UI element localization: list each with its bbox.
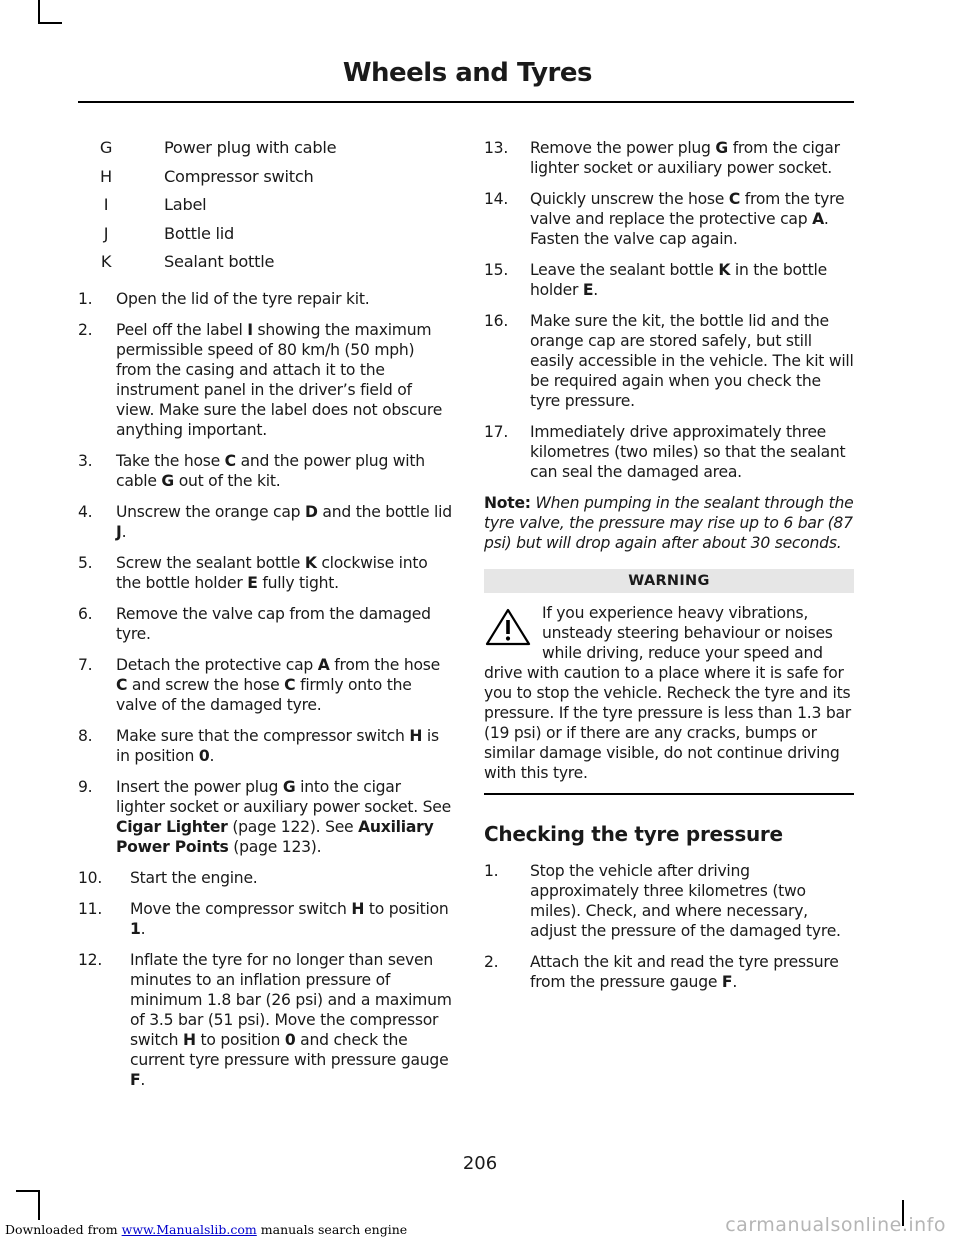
step-number: 17. (484, 423, 509, 441)
legend-label: Bottle lid (164, 223, 235, 243)
step-number: 12. (78, 950, 103, 969)
crop-mark-bottom-left-h (16, 1190, 40, 1192)
repair-steps-1-9 (78, 289, 452, 857)
step-text: Insert the power plug G into the cigar lighter socket or auxiliary power socket. See Cigar Lighter (page 122). See Auxiliary Power Points (page 123). (116, 777, 451, 856)
list-item (78, 655, 452, 715)
legend-key: H (100, 166, 112, 186)
step-number: 15. (484, 261, 509, 279)
watermark: carmanualsonline.info (725, 1214, 946, 1236)
footer-suffix: manuals search engine (260, 1222, 408, 1237)
step-number: 2. (484, 952, 499, 971)
list-item (484, 138, 854, 178)
legend-label: Power plug with cable (164, 138, 337, 157)
warning-title: WARNING (484, 569, 854, 593)
warning-text: If you experience heavy vibrations, unsteady steering behaviour or noises while driving, reduce your speed and drive with caution to a place where it is safe for you to stop the vehicle. Recheck the tyre and its pressure. If the tyre pressure is less than 1.3 bar (19 psi) or if there are any cracks, bumps or similar damage visible, do not continue driving with this tyre. (484, 604, 851, 782)
footer-prefix: Downloaded from (5, 1222, 118, 1237)
step-text: Quickly unscrew the hose C from the tyre valve and replace the protective cap A. Fasten the valve cap again. (530, 190, 845, 248)
list-item (78, 604, 452, 644)
note-label: Note: (484, 494, 531, 512)
legend-label: Label (164, 195, 207, 214)
list-item (78, 553, 452, 593)
step-text: Take the hose C and the power plug with cable G out of the kit. (116, 451, 425, 490)
list-item (484, 189, 854, 249)
legend-key: I (103, 195, 109, 214)
note-paragraph (484, 493, 854, 553)
step-text: Attach the kit and read the tyre pressure from the pressure gauge F. (530, 952, 839, 991)
list-item (78, 777, 452, 857)
crop-mark-top-left-v (38, 0, 40, 24)
list-item (484, 861, 854, 941)
step-text: Screw the sealant bottle K clockwise into the bottle holder E fully tight. (116, 553, 428, 592)
note-text: When pumping in the sealant through the tyre valve, the pressure may rise up to 6 bar (87 psi) but will drop again after about 30 seconds. (484, 494, 854, 552)
repair-steps-10-12 (78, 868, 452, 1090)
right-column (484, 138, 854, 1003)
list-item (484, 311, 854, 411)
step-text: Remove the valve cap from the damaged tyre. (116, 604, 431, 643)
warning-box (484, 603, 854, 783)
step-text: Peel off the label I showing the maximum permissible speed of 80 km/h (50 mph) from the casing and attach it to the instrument panel in the driver’s field of view. Make sure the label does not obscure anything important. (116, 320, 443, 439)
step-number: 6. (78, 604, 93, 623)
legend-key: K (100, 252, 112, 271)
legend-row (78, 252, 452, 281)
list-item (484, 260, 854, 300)
step-number: 10. (78, 868, 103, 887)
step-text: Remove the power plug G from the cigar lighter socket or auxiliary power socket. (530, 139, 840, 177)
step-number: 11. (78, 899, 103, 918)
page-number: 206 (462, 1153, 498, 1174)
step-number: 1. (484, 861, 499, 880)
section-heading: Checking the tyre pressure (484, 821, 783, 846)
legend-list (78, 138, 452, 281)
list-item (78, 899, 452, 939)
warning-triangle-icon (484, 607, 532, 647)
header-divider (78, 101, 854, 103)
step-text: Stop the vehicle after driving approximately three kilometres (two miles). Check, and where necessary, adjust the pressure of the damaged tyre. (530, 861, 841, 940)
legend-label: Sealant bottle (164, 252, 275, 271)
step-number: 4. (78, 502, 93, 521)
step-number: 14. (484, 190, 509, 208)
repair-steps-13-17 (484, 138, 854, 482)
step-number: 5. (78, 553, 93, 572)
legend-key: J (103, 223, 109, 243)
legend-row (78, 195, 452, 224)
step-number: 7. (78, 655, 93, 674)
list-item (78, 950, 452, 1090)
list-item (78, 868, 452, 888)
step-number: 13. (484, 139, 509, 157)
step-text: Make sure the kit, the bottle lid and the orange cap are stored safely, but still easily accessible in the vehicle. The kit will be required again when you check the tyre pressure. (530, 312, 854, 410)
step-text: Open the lid of the tyre repair kit. (116, 289, 370, 308)
list-item (78, 289, 452, 309)
step-text: Immediately drive approximately three kilometres (two miles) so that the sealant can seal the damaged area. (530, 423, 846, 481)
step-number: 16. (484, 312, 509, 330)
step-text: Inflate the tyre for no longer than seven minutes to an inflation pressure of minimum 1.8 bar (26 psi) and a maximum of 3.5 bar (51 psi). Move the compressor switch H to position 0 and check the current tyre pressure with pressure gauge F. (130, 950, 452, 1089)
step-number: 1. (78, 289, 93, 308)
legend-key: G (99, 138, 113, 157)
footer-link[interactable]: www.Manualslib.com (121, 1222, 257, 1237)
step-text: Move the compressor switch H to position 1. (130, 899, 449, 938)
list-item (484, 422, 854, 482)
crop-mark-top-left-h (38, 22, 62, 24)
step-number: 9. (78, 777, 93, 796)
step-text: Make sure that the compressor switch H is in position 0. (116, 726, 439, 765)
legend-row (78, 224, 452, 253)
tyre-pressure-steps (484, 861, 854, 992)
step-number: 8. (78, 726, 93, 745)
step-number: 3. (78, 451, 93, 470)
left-column (78, 138, 452, 1101)
legend-label: Compressor switch (164, 166, 314, 186)
step-text: Leave the sealant bottle K in the bottle holder E. (530, 261, 827, 299)
page-title: Wheels and Tyres (342, 58, 592, 88)
list-item (78, 320, 452, 440)
step-text: Start the engine. (130, 868, 258, 887)
legend-row (78, 138, 452, 167)
legend-row (78, 167, 452, 196)
list-item (484, 952, 854, 992)
list-item (78, 726, 452, 766)
step-number: 2. (78, 320, 93, 339)
list-item (78, 502, 452, 542)
step-text: Unscrew the orange cap D and the bottle lid J. (116, 502, 452, 541)
footer (5, 1222, 407, 1237)
crop-mark-bottom-left-v (38, 1190, 40, 1220)
step-text: Detach the protective cap A from the hose C and screw the hose C firmly onto the valve of the damaged tyre. (116, 655, 440, 714)
list-item (78, 451, 452, 491)
warning-divider (484, 793, 854, 795)
